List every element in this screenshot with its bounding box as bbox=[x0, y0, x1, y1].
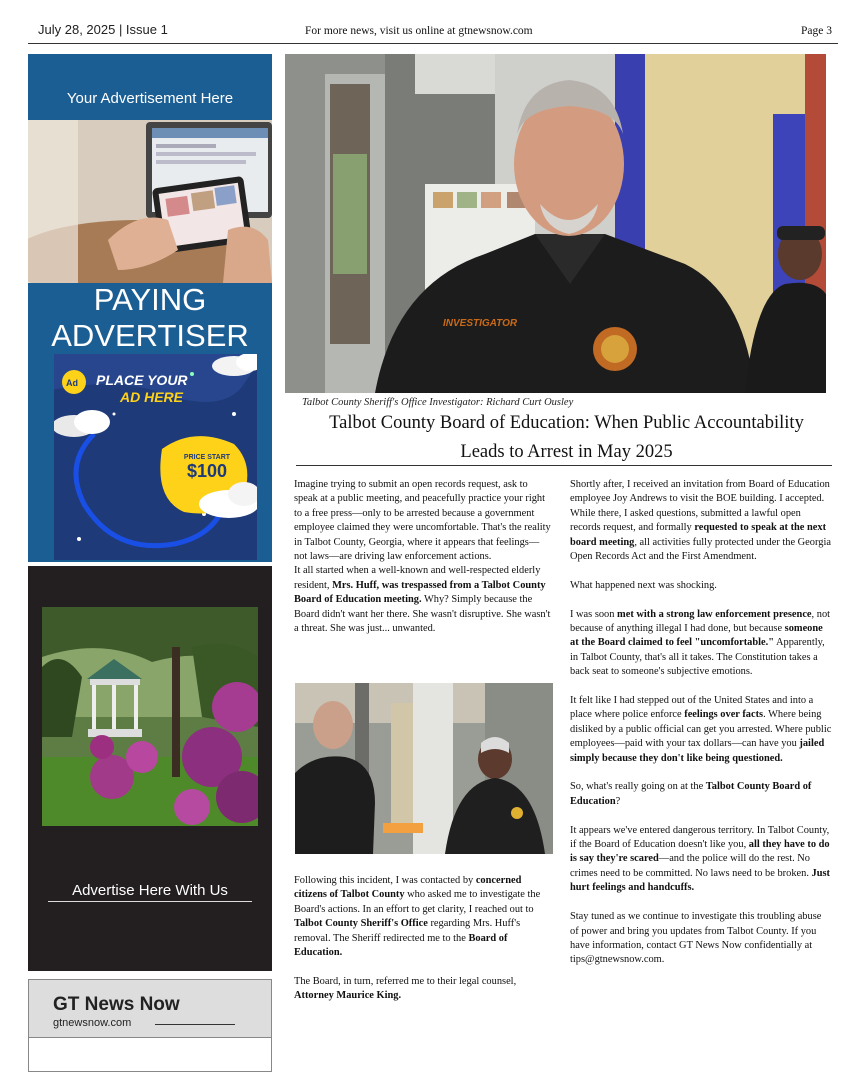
place-ad-promo[interactable] bbox=[54, 354, 257, 560]
garden-advertisement[interactable] bbox=[28, 566, 272, 971]
photo-caption: Talbot County Sheriff's Office Investigator: Richard Curt Ousley bbox=[302, 397, 574, 408]
article-column-1-bottom bbox=[294, 874, 552, 1004]
advertise-with-us-text: Advertise Here With Us bbox=[72, 882, 228, 899]
headline-rule bbox=[296, 465, 832, 466]
paragraph: The Board, in turn, referred me to their legal counsel, Attorney Maurice King. bbox=[294, 975, 517, 1002]
advertise-rule bbox=[48, 901, 252, 902]
gt-news-brand-box[interactable] bbox=[28, 979, 272, 1072]
gt-news-url[interactable]: gtnewsnow.com bbox=[53, 1017, 132, 1029]
paragraph: I was soon met with a strong law enforcement presence, not because of anything illegal I had done, but because someone at the Board claimed to feel "uncomfortable." Apparently, in Talbot County, that's all it takes. The Constitution takes a back seat to someone's subjective emotions. bbox=[570, 608, 831, 678]
paying-advertiser-heading bbox=[28, 282, 272, 354]
article-column-1-top bbox=[294, 478, 552, 636]
paragraph: It felt like I had stepped out of the United States and into a place where police enforce feelings over facts. Where being disliked by a public official can get you arrested. Where public employees—paid with your tax dollars—can have you jailed simply because they don't like being questioned. bbox=[570, 695, 832, 764]
paragraph: So, what's really going on at the Talbot County Board of Education? bbox=[570, 781, 812, 807]
gt-news-header bbox=[29, 980, 271, 1038]
issue-date: July 28, 2025 | Issue 1 bbox=[38, 22, 168, 37]
advertisement-panel[interactable] bbox=[28, 54, 272, 562]
price-label: PRICE START bbox=[183, 454, 231, 461]
paying-line: PAYING bbox=[93, 282, 207, 317]
paragraph: Imagine trying to submit an open records request, ask to speak at a public meeting, and peacefully practice your right to a free press—only to be arrested because a government employee claimed they were uncomfortable. That's the reality in Talbot County, Georgia, where it appears that feelings—not laws—are driving law enforcement actions. bbox=[294, 479, 551, 563]
headline-line-2: Leads to Arrest in May 2025 bbox=[460, 442, 673, 462]
header-rule bbox=[28, 43, 838, 44]
promo-line-2: AD HERE bbox=[120, 389, 184, 405]
paragraph: Following this incident, I was contacted by concerned citizens of Talbot County who asked me to investigate the Board's actions. In an effort to get clarity, I reached out to Talbot County Sheriff's Office regarding Mrs. Huff's removal. The Sheriff redirected me to the Board of Education. bbox=[294, 875, 541, 959]
headline-line-1: Talbot County Board of Education: When Public Accountability bbox=[329, 413, 804, 433]
price-value: $100 bbox=[186, 461, 228, 481]
paragraph: It all started when a well-known and well-respected elderly resident, Mrs. Huff, was trespassed from a Talbot County Board of Education meeting. Why? Simply because the Board didn't want her there. She wasn't disruptive. She wasn't a threat. She was just... unwanted. bbox=[294, 565, 551, 635]
article-headline bbox=[295, 409, 838, 467]
article-column-2 bbox=[570, 478, 832, 968]
paragraph: Stay tuned as we continue to investigate this troubling abuse of power and bring you updates from Talbot County. If you have information, contact GT News Now confidentially at tips@gtnewsnow.com. bbox=[570, 911, 822, 966]
gt-news-title: GT News Now bbox=[53, 994, 180, 1015]
incident-photo bbox=[295, 683, 553, 854]
investigator-photo bbox=[285, 54, 826, 393]
tablet-photo bbox=[28, 120, 272, 283]
advertiser-line: ADVERTISER bbox=[51, 318, 249, 353]
investigator-patch: INVESTIGATOR bbox=[443, 318, 518, 329]
website-promo: For more news, visit us online at gtnewsnow.com bbox=[305, 25, 533, 37]
paragraph: It appears we've entered dangerous territory. In Talbot County, if the Board of Education doesn't like you, all they have to do is say they're scared—and the police will do the rest. No crimes need to be committed. No laws need to be broken. Just hurt feelings and handcuffs. bbox=[570, 824, 830, 894]
promo-line-1: PLACE YOUR bbox=[96, 372, 188, 388]
page-number: Page 3 bbox=[801, 25, 832, 37]
paragraph: What happened next was shocking. bbox=[570, 579, 717, 591]
svg-text:Ad: Ad bbox=[66, 378, 78, 388]
gt-news-rule bbox=[155, 1024, 235, 1025]
ad-placeholder-title: Your Advertisement Here bbox=[66, 90, 234, 107]
gazebo-garden-photo bbox=[42, 607, 258, 826]
paragraph: Shortly after, I received an invitation from Board of Education employee Joy Andrews to visit the BOE building. I accepted. While there, I asked questions, submitted a lawful open records request, and formally requested to speak at the next board meeting, all activities fully protected under the Georgia Open Records Act and the First Amendment. bbox=[570, 479, 831, 563]
